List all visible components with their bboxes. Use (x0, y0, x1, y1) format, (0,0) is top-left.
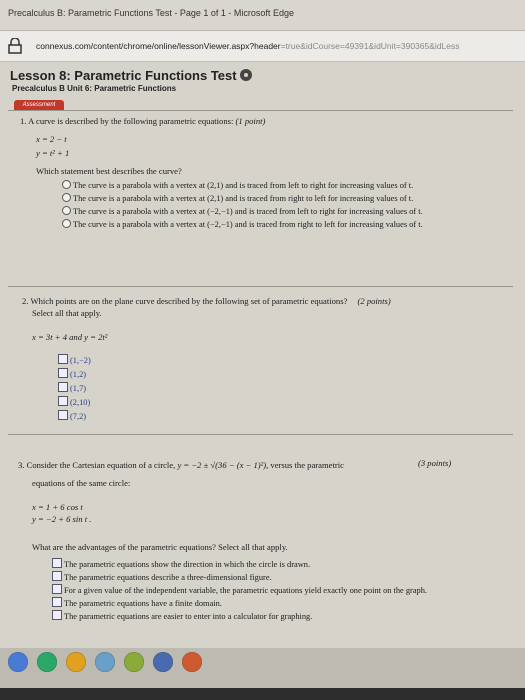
calculator-icon[interactable] (95, 652, 115, 672)
q3-cartesian-eq: y = −2 ± √(36 − (x − 1)²) (177, 460, 267, 470)
q1-eq-y: y = t² + 1 (36, 148, 70, 158)
radio-button[interactable] (62, 193, 71, 202)
lesson-title-text: Lesson 8: Parametric Functions Test (10, 68, 237, 83)
lesson-page (0, 62, 525, 674)
q2-option[interactable] (58, 410, 86, 421)
option-label: The curve is a parabola with a vertex at (−2,−1) and is traced from right to left for increasing values of t. (73, 220, 423, 229)
option-label: The curve is a parabola with a vertex at (−2,−1) and is traced from left to right for increasing values of t. (73, 207, 423, 216)
q3-prompt: What are the advantages of the parametric equations? Select all that apply. (32, 542, 288, 552)
q3-eq-y: y = −2 + 6 sin t . (32, 514, 92, 524)
checkbox[interactable] (52, 584, 62, 594)
radio-button[interactable] (62, 219, 71, 228)
option-label: The parametric equations show the direction in which the circle is drawn. (64, 560, 311, 569)
option-label: (2,10) (70, 398, 91, 407)
checkbox[interactable] (52, 610, 62, 620)
q3-stem (18, 460, 344, 470)
check-icon[interactable] (8, 652, 28, 672)
option-label: (7,2) (70, 412, 87, 421)
q2-option[interactable] (58, 368, 86, 379)
checkbox[interactable] (52, 571, 62, 581)
option-label: The parametric equations describe a three-dimensional figure. (64, 573, 272, 582)
q3-option[interactable] (52, 558, 310, 569)
q1-eq-x: x = 2 − t (36, 134, 67, 144)
checkbox[interactable] (52, 558, 62, 568)
q3-eq-x: x = 1 + 6 cos t (32, 502, 83, 512)
checkbox[interactable] (58, 382, 68, 392)
q3-text-b: , versus the parametric (266, 460, 344, 470)
option-label: The parametric equations are easier to enter into a calculator for graphing. (64, 612, 313, 621)
option-label: The curve is a parabola with a vertex at (2,1) and is traced from right to left for increasing values of t. (73, 194, 414, 203)
lesson-subtitle: Precalculus B Unit 6: Parametric Functions (12, 84, 177, 93)
option-label: For a given value of the independent variable, the parametric equations yield exactly one point on the graph. (64, 586, 428, 595)
address-bar[interactable] (0, 31, 525, 62)
q3-number: 3. (18, 460, 25, 470)
option-label: The parametric equations have a finite domain. (64, 599, 222, 608)
window-title: Precalculus B: Parametric Functions Test - Page 1 of 1 - Microsoft Edge (8, 8, 294, 18)
settings-icon[interactable] (124, 652, 144, 672)
q3-option[interactable] (52, 571, 272, 582)
globe-icon[interactable] (37, 652, 57, 672)
q2-select-note: Select all that apply. (32, 308, 102, 318)
q3-text-c: equations of the same circle: (32, 478, 131, 488)
title-bar (0, 0, 525, 31)
q1-option[interactable] (62, 180, 413, 190)
q1-text: A curve is described by the following parametric equations: (28, 116, 234, 126)
checkbox[interactable] (58, 396, 68, 406)
q2-points: (2 points) (357, 296, 391, 306)
q1-stem (20, 116, 265, 126)
q1-option[interactable] (62, 219, 423, 229)
option-label: (1,2) (70, 370, 87, 379)
q2-text: Which points are on the plane curve described by the following set of parametric equations? (30, 296, 348, 306)
radio-button[interactable] (62, 180, 71, 189)
checkbox[interactable] (58, 410, 68, 420)
divider (8, 434, 513, 435)
q1-prompt: Which statement best describes the curve? (36, 166, 182, 176)
radio-button[interactable] (62, 206, 71, 215)
q2-equation: x = 3t + 4 and y = 2t² (32, 332, 108, 342)
q2-option[interactable] (58, 354, 91, 365)
option-label: The curve is a parabola with a vertex at (2,1) and is traced from left to right for increasing values of t. (73, 181, 414, 190)
q3-text-a: Consider the Cartesian equation of a circle, (26, 460, 176, 470)
chat-icon[interactable] (153, 652, 173, 672)
divider (8, 286, 513, 287)
q3-option[interactable] (52, 597, 222, 608)
screen-bezel (0, 688, 525, 700)
url-rest: =true&idCourse=49391&idUnit=390365&idLess (280, 41, 460, 51)
q2-option[interactable] (58, 396, 90, 407)
checkbox[interactable] (58, 368, 68, 378)
url-main: connexus.com/content/chrome/online/lessonViewer.aspx?header (36, 41, 281, 51)
help-icon[interactable] (182, 652, 202, 672)
q2-stem (22, 296, 391, 306)
q1-option[interactable] (62, 206, 423, 216)
q2-option[interactable] (58, 382, 86, 393)
q2-number: 2. (22, 296, 29, 306)
q1-option[interactable] (62, 193, 413, 203)
lesson-title (10, 68, 252, 83)
q3-points: (3 points) (418, 458, 452, 468)
divider (8, 110, 513, 111)
option-label: (1,−2) (70, 356, 91, 365)
q3-option[interactable] (52, 610, 312, 621)
q1-number: 1. (20, 116, 27, 126)
url-text[interactable] (36, 41, 459, 51)
q1-points: (1 point) (235, 116, 266, 126)
option-label: (1,7) (70, 384, 87, 393)
gear-icon[interactable] (240, 69, 252, 81)
checkbox[interactable] (52, 597, 62, 607)
checkbox[interactable] (58, 354, 68, 364)
lock-icon (8, 38, 22, 54)
q3-option[interactable] (52, 584, 427, 595)
people-icon[interactable] (66, 652, 86, 672)
tab-assessment[interactable]: Assessment (14, 100, 64, 110)
